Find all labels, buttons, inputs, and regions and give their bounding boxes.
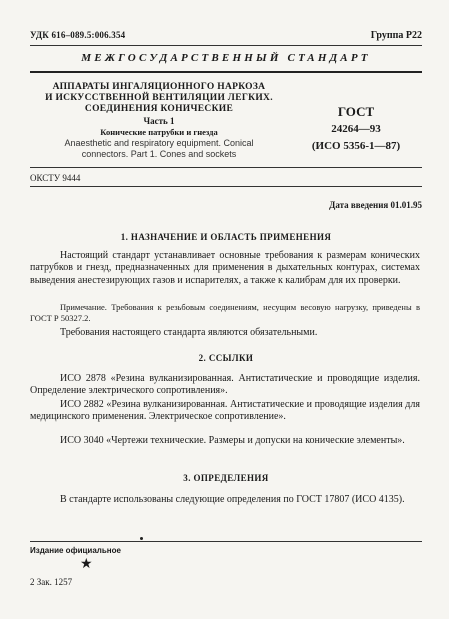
udk-code: УДК 616–089.5:006.354 [30, 30, 126, 40]
section-1-paragraph: Настоящий стандарт устанавливает основные требования к размерам конических патрубков и гнезд, предназначенных для применения в дыхательных контурах, системах выведения анестезирующих газов и испарителях, а также к калибрам для их проверки. [30, 250, 420, 286]
gost-designation [290, 104, 422, 152]
title-part: Часть 1 [143, 116, 175, 126]
dot-mark [140, 537, 143, 540]
title-english-1: Anaesthetic and respiratory equipment. Conical [64, 138, 254, 148]
effective-date: Дата введения 01.01.95 [329, 200, 422, 210]
title-line-2: И ИСКУССТВЕННОЙ ВЕНТИЛЯЦИИ ЛЕГКИХ. [45, 93, 273, 103]
section-1-heading: 1. НАЗНАЧЕНИЕ И ОБЛАСТЬ ПРИМЕНЕНИЯ [120, 232, 332, 242]
section-1-paragraph-2: Требования настоящего стандарта являются обязательными. [60, 327, 318, 338]
order-number: 2 Зак. 1257 [30, 577, 73, 587]
footer-rule [30, 541, 422, 542]
title-line-1: АППАРАТЫ ИНГАЛЯЦИОННОГО НАРКОЗА [52, 82, 266, 92]
section-3-paragraph: В стандарте использованы следующие определения по ГОСТ 17807 (ИСО 4135). [60, 494, 405, 505]
standard-banner: МЕЖГОСУДАРСТВЕННЫЙ СТАНДАРТ [81, 52, 371, 64]
title-block [30, 82, 288, 160]
banner-rule [30, 71, 422, 73]
gost-number: 24264—93 [331, 123, 381, 135]
section-2-ref-1: ИСО 2878 «Резина вулканизированная. Антистатические и проводящие изделия. Определение электрического сопротивления». [30, 373, 420, 397]
section-2-ref-2: ИСО 2882 «Резина вулканизированная. Антистатические и проводящие изделия для медицинского применения. Электрическое сопротивление». [30, 399, 420, 423]
section-1-note: Примечание. Требования к резьбовым соединениям, несущим весовую нагрузку, приведены в ГОСТ Р 50327.2. [30, 302, 420, 323]
top-rule [30, 45, 422, 46]
star-icon: ★ [80, 557, 93, 572]
gost-iso: (ИСО 5356-1—87) [311, 140, 401, 152]
title-subtitle: Конические патрубки и гнезда [100, 127, 218, 137]
gost-label: ГОСТ [337, 104, 375, 119]
section-2-heading: 2. ССЫЛКИ [198, 353, 254, 363]
title-rule [30, 167, 422, 168]
oksty-rule [30, 186, 422, 187]
section-3-heading: 3. ОПРЕДЕЛЕНИЯ [183, 473, 269, 483]
title-line-3: СОЕДИНЕНИЯ КОНИЧЕСКИЕ [84, 104, 234, 114]
title-english-2: connectors. Part 1. Cones and sockets [81, 149, 237, 159]
oksty-code: ОКСТУ 9444 [30, 173, 81, 183]
official-edition: Издание официальное [30, 546, 121, 555]
section-2-ref-3: ИСО 3040 «Чертежи технические. Размеры и допуски на конические элементы». [60, 435, 405, 446]
group-code: Группа Р22 [370, 30, 422, 41]
